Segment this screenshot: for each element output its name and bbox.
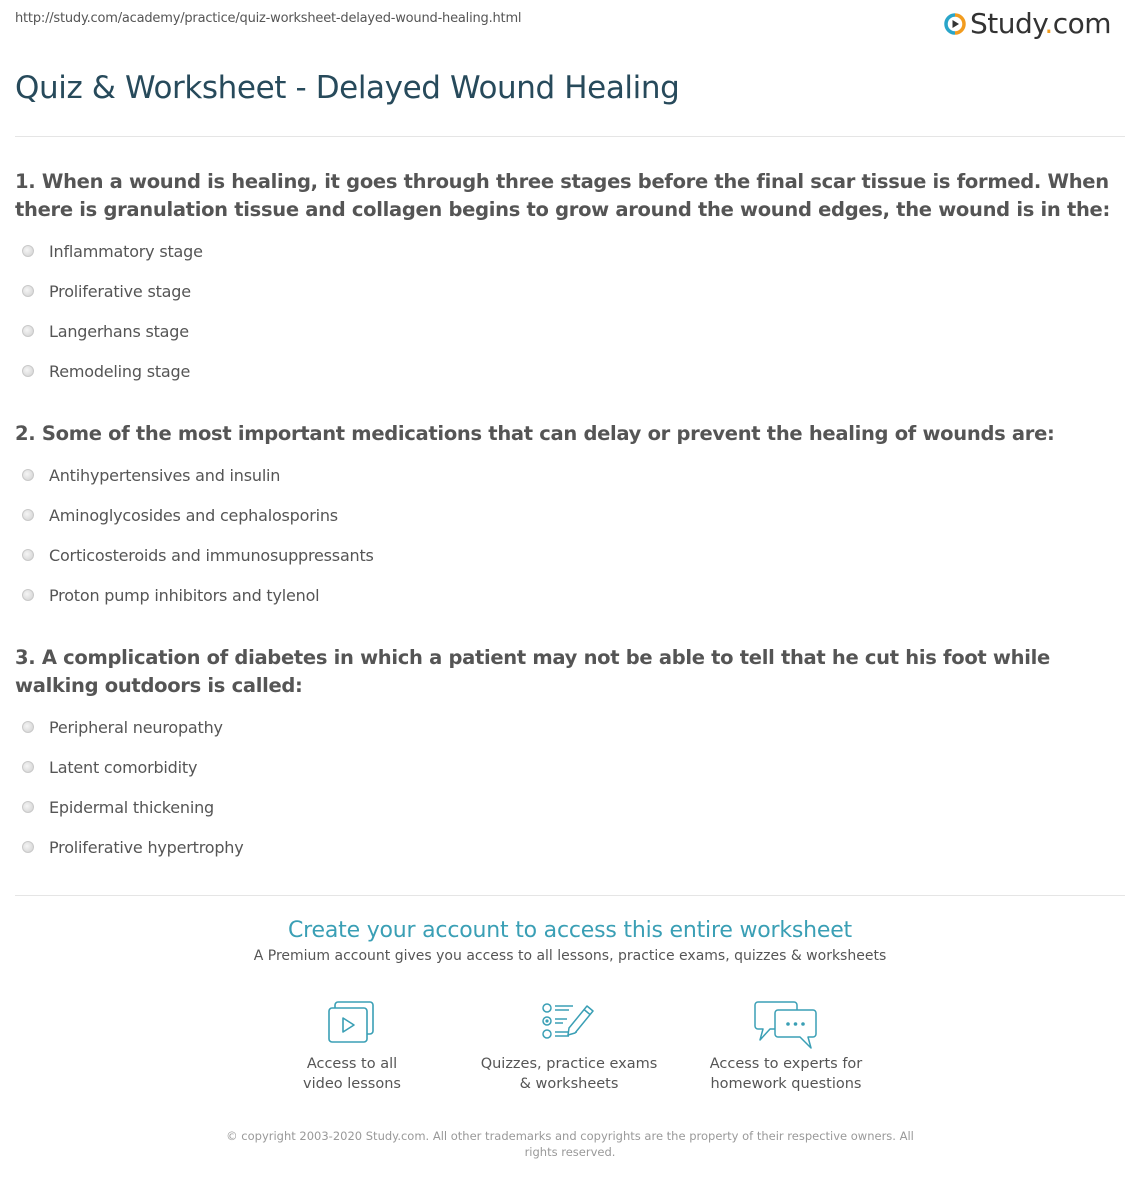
- radio-button[interactable]: [22, 801, 34, 813]
- answer-option[interactable]: Proliferative hypertrophy: [22, 827, 244, 867]
- chat-bubbles-icon: [754, 1000, 818, 1050]
- logo-text: Study.com: [970, 7, 1112, 40]
- answer-option[interactable]: Proton pump inhibitors and tylenol: [22, 575, 374, 615]
- copyright-notice: © copyright 2003-2020 Study.com. All other trademarks and copyrights are the property of their respective owners. All rights reserved.: [226, 1129, 914, 1159]
- study-logo[interactable]: [944, 8, 1111, 40]
- radio-button[interactable]: [22, 589, 34, 601]
- radio-button[interactable]: [22, 285, 34, 297]
- video-lessons-icon: [327, 1000, 377, 1044]
- radio-button[interactable]: [22, 469, 34, 481]
- answer-option[interactable]: Antihypertensives and insulin: [22, 455, 374, 495]
- answer-option[interactable]: Epidermal thickening: [22, 787, 244, 827]
- feature-video-lessons: Access to all video lessons: [252, 1000, 452, 1094]
- answer-list-1: [22, 231, 203, 391]
- page-url: http://study.com/academy/practice/quiz-worksheet-delayed-wound-healing.html: [15, 11, 522, 26]
- radio-button[interactable]: [22, 721, 34, 733]
- radio-button[interactable]: [22, 761, 34, 773]
- question-3: 3. A complication of diabetes in which a patient may not be able to tell that he cut his foot while walking outdoors is called:: [15, 646, 1050, 697]
- answer-option[interactable]: Corticosteroids and immunosuppressants: [22, 535, 374, 575]
- radio-button[interactable]: [22, 325, 34, 337]
- radio-button[interactable]: [22, 841, 34, 853]
- divider: [15, 895, 1125, 896]
- quiz-checklist-icon: [541, 1000, 597, 1044]
- answer-list-3: [22, 707, 244, 867]
- page-title: Quiz & Worksheet - Delayed Wound Healing: [15, 70, 680, 106]
- answer-option[interactable]: Proliferative stage: [22, 271, 203, 311]
- feature-quizzes: Quizzes, practice exams & worksheets: [469, 1000, 669, 1094]
- create-account-link[interactable]: Create your account to access this entire worksheet: [288, 918, 852, 943]
- answer-option[interactable]: Latent comorbidity: [22, 747, 244, 787]
- divider: [15, 136, 1125, 137]
- radio-button[interactable]: [22, 549, 34, 561]
- answer-option[interactable]: Remodeling stage: [22, 351, 203, 391]
- question-2: 2. Some of the most important medications that can delay or prevent the healing of wounds are:: [15, 422, 1055, 445]
- answer-option[interactable]: Peripheral neuropathy: [22, 707, 244, 747]
- answer-option[interactable]: Langerhans stage: [22, 311, 203, 351]
- premium-description: A Premium account gives you access to all lessons, practice exams, quizzes & worksheets: [253, 948, 887, 964]
- play-ring-icon: [944, 13, 966, 35]
- feature-experts: Access to experts for homework questions: [686, 1000, 886, 1094]
- answer-option[interactable]: Inflammatory stage: [22, 231, 203, 271]
- answer-option[interactable]: Aminoglycosides and cephalosporins: [22, 495, 374, 535]
- question-1: 1. When a wound is healing, it goes through three stages before the final scar tissue is formed. When there is granulation tissue and collagen begins to grow around the wound edges, the wound is in the:: [15, 170, 1110, 221]
- radio-button[interactable]: [22, 509, 34, 521]
- radio-button[interactable]: [22, 365, 34, 377]
- answer-list-2: [22, 455, 374, 615]
- radio-button[interactable]: [22, 245, 34, 257]
